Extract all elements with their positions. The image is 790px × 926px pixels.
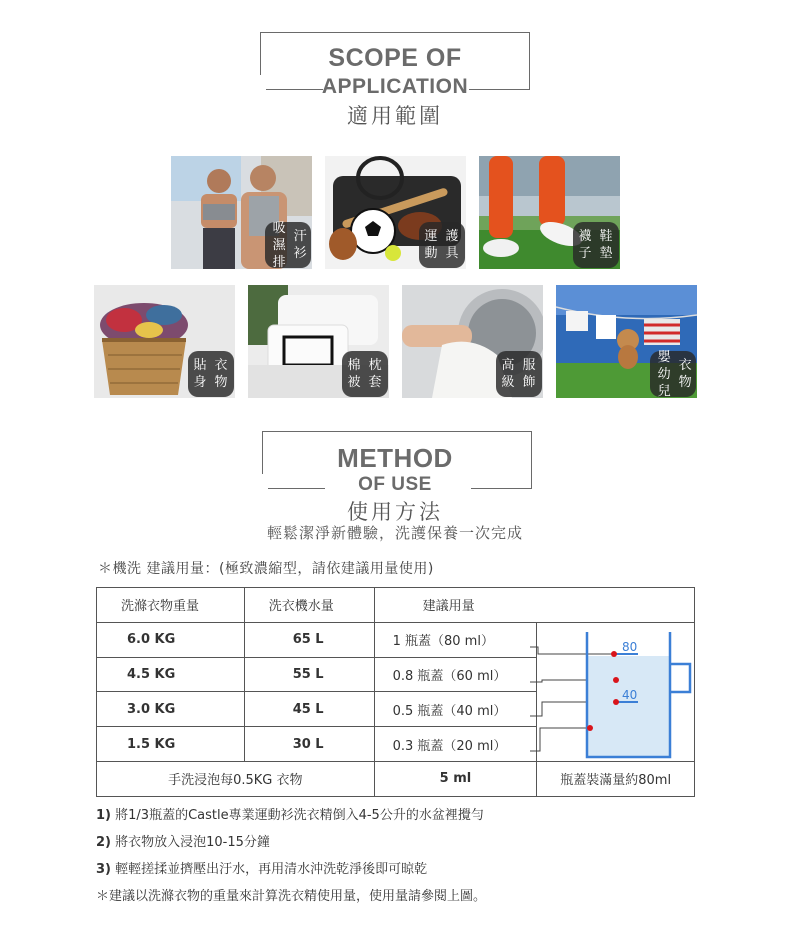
row-dose: 0.3 瓶蓋（20 ml）	[374, 727, 537, 762]
step-text: 輕輕搓揉並擠壓出汙水，再用清水沖洗乾淨後即可晾乾	[115, 862, 428, 877]
header-weight: 洗滌衣物重量	[97, 588, 245, 623]
cup-mark-40: 40	[622, 688, 638, 702]
table-header-row	[97, 588, 695, 623]
usage-steps	[96, 806, 486, 914]
badge-socks: 襪子 鞋墊	[573, 222, 619, 268]
step-item	[96, 806, 486, 833]
hand-wash-label: 手洗浸泡每0.5KG 衣物	[97, 761, 375, 796]
badge-baby-clothing: 嬰幼兒 衣物	[650, 351, 696, 397]
badge-bedding: 棉被 枕套	[342, 351, 388, 397]
step-item	[96, 860, 486, 887]
tile-socks	[479, 156, 620, 269]
header-dose: 建議用量	[374, 588, 694, 623]
row-weight: 3.0 KG	[97, 692, 245, 727]
scope-title-en-2: APPLICATION	[321, 75, 469, 98]
tile-sports-gear	[325, 156, 466, 269]
method-subtitle: 輕鬆潔淨新體驗，洗護保養一次完成	[266, 524, 523, 542]
measuring-cup-diagram	[530, 622, 695, 762]
method-title-en-1: METHOD	[337, 443, 453, 473]
scope-title-en-1: SCOPE OF	[328, 44, 462, 72]
tile-fine-clothing	[402, 285, 543, 398]
scope-title-zh: 適用範圍	[347, 105, 443, 128]
badge-sports-gear: 運動 護具	[419, 222, 465, 268]
tile-sportswear	[171, 156, 312, 269]
cup-mark-80: 80	[622, 640, 638, 654]
step-number: 2)	[96, 835, 111, 850]
badge-underwear: 貼身 衣物	[188, 351, 234, 397]
header-water: 洗衣機水量	[244, 588, 374, 623]
step-item	[96, 833, 486, 860]
row-water: 30 L	[244, 727, 374, 762]
tile-baby-clothing	[556, 285, 697, 398]
step-number: 1)	[96, 808, 111, 823]
step-text: 將衣物放入浸泡10-15分鐘	[115, 835, 270, 850]
row-dose: 1 瓶蓋（80 ml）	[374, 622, 537, 657]
row-water: 65 L	[244, 622, 374, 657]
cap-capacity-note: 瓶蓋裝滿量約80ml	[537, 761, 695, 796]
tile-bedding	[248, 285, 389, 398]
row-dose: 0.5 瓶蓋（40 ml）	[374, 692, 537, 727]
row-water: 45 L	[244, 692, 374, 727]
method-title-en-2: OF USE	[358, 474, 432, 495]
method-title-zh: 使用方法	[347, 501, 443, 524]
table-row-hand-wash	[97, 761, 695, 796]
step-number: 3)	[96, 862, 111, 877]
step-text: 將1/3瓶蓋的Castle專業運動衫洗衣精倒入4-5公升的水盆裡攪勻	[115, 808, 484, 823]
hand-wash-dose: 5 ml	[374, 761, 537, 796]
badge-fine-clothing: 高級 服飾	[496, 351, 542, 397]
row-weight: 4.5 KG	[97, 657, 245, 692]
machine-wash-note: ＊機洗 建議用量：(極致濃縮型，請依建議用量使用)	[98, 561, 434, 577]
usage-footnote: ＊建議以洗滌衣物的重量來計算洗衣精使用量，使用量請參閱上圖。	[96, 889, 487, 904]
badge-sportswear: 吸濕排 汗衫	[265, 222, 311, 268]
tile-underwear	[94, 285, 235, 398]
row-weight: 6.0 KG	[97, 622, 245, 657]
row-weight: 1.5 KG	[97, 727, 245, 762]
row-water: 55 L	[244, 657, 374, 692]
row-dose: 0.8 瓶蓋（60 ml）	[374, 657, 537, 692]
